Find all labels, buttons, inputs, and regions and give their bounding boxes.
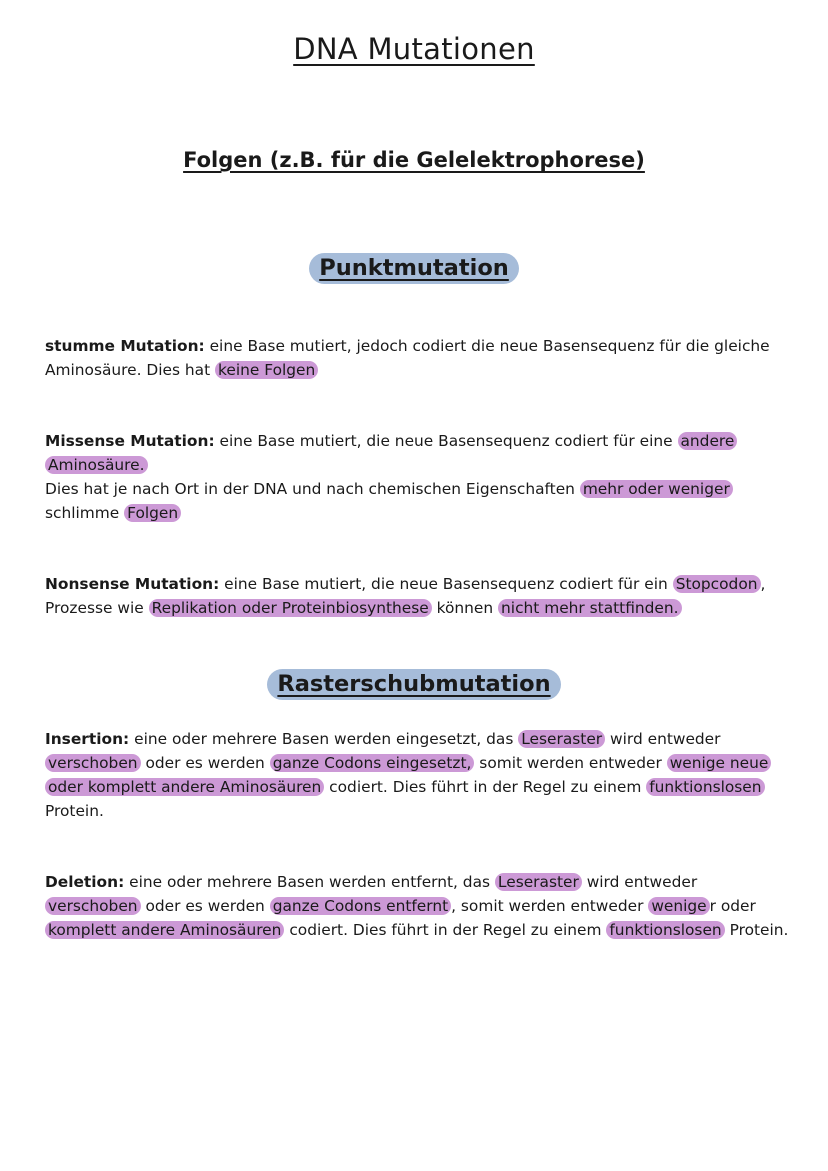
text: eine Base mutiert, die neue Basensequenz codiert für ein	[219, 575, 673, 593]
paragraph-deletion	[45, 870, 790, 942]
highlight-stopcodon: Stopcodon	[673, 575, 761, 593]
highlight-verschoben: verschoben	[45, 897, 141, 915]
term-missense-mutation: Missense Mutation:	[45, 432, 215, 450]
text: codiert. Dies führt in der Regel zu einem	[284, 921, 607, 939]
page-title	[0, 32, 828, 66]
paragraph-nonsense-mutation	[45, 572, 790, 620]
highlight-funktionslosen: funktionslosen	[606, 921, 724, 939]
text: eine Base mutiert, jedoch codiert die neue Basensequenz für die gleiche Aminosäure. Dies hat	[45, 337, 770, 379]
text: wird entweder	[581, 873, 698, 891]
term-nonsense-mutation: Nonsense Mutation:	[45, 575, 220, 593]
term-stumme-mutation: stumme Mutation:	[45, 337, 205, 355]
highlight-wenige: wenige	[648, 897, 709, 915]
highlight-keine-folgen: keine Folgen	[215, 361, 318, 379]
text: eine oder mehrere Basen werden eingesetzt, das	[129, 730, 519, 748]
text: Protein.	[724, 921, 789, 939]
text: Protein.	[45, 802, 104, 820]
highlight-verschoben: verschoben	[45, 754, 141, 772]
text: r oder	[709, 897, 756, 915]
text: schlimme	[45, 504, 125, 522]
paragraph-insertion	[45, 727, 790, 823]
highlight-leseraster: Leseraster	[518, 730, 605, 748]
highlight-komplett-andere-aminosaeuren: komplett andere Aminosäuren	[45, 921, 284, 939]
highlight-ganze-codons-eingesetzt: ganze Codons eingesetzt,	[270, 754, 475, 772]
text: , Prozesse wie	[45, 575, 766, 617]
section-heading-rasterschubmutation-text: Rasterschubmutation	[267, 669, 560, 700]
text: eine Base mutiert, die neue Basensequenz codiert für eine	[214, 432, 678, 450]
page-subtitle-text: Folgen (z.B. für die Gelelektrophorese)	[183, 148, 645, 172]
text: eine oder mehrere Basen werden entfernt, das	[124, 873, 495, 891]
text: wird entweder	[605, 730, 721, 748]
page-subtitle	[0, 148, 828, 172]
section-heading-rasterschubmutation	[0, 669, 828, 700]
text: somit werden entweder	[474, 754, 667, 772]
page-title-text: DNA Mutationen	[293, 32, 535, 66]
text: oder es werden	[140, 754, 270, 772]
highlight-funktionslosen: funktionslosen	[646, 778, 764, 796]
text: Dies hat je nach Ort in der DNA und nach chemischen Eigenschaften	[45, 480, 580, 498]
term-deletion: Deletion:	[45, 873, 125, 891]
highlight-nicht-mehr-stattfinden: nicht mehr stattfinden.	[498, 599, 682, 617]
paragraph-missense-mutation	[45, 429, 790, 525]
highlight-replikation: Replikation oder Proteinbiosynthese	[149, 599, 432, 617]
section-heading-punktmutation-text: Punktmutation	[309, 253, 519, 284]
section-heading-punktmutation	[0, 253, 828, 284]
text: codiert. Dies führt in der Regel zu einem	[324, 778, 647, 796]
paragraph-stumme-mutation	[45, 334, 790, 382]
highlight-ganze-codons-entfernt: ganze Codons entfernt	[270, 897, 451, 915]
highlight-leseraster: Leseraster	[495, 873, 582, 891]
highlight-andere-aminosaeure: andere Aminosäure.	[45, 432, 737, 474]
text: oder es werden	[140, 897, 270, 915]
highlight-mehr-oder-weniger: mehr oder weniger	[580, 480, 733, 498]
text: können	[431, 599, 499, 617]
highlight-wenige-neue-aminosaeuren: wenige neue oder komplett andere Aminosäuren	[45, 754, 771, 796]
term-insertion: Insertion:	[45, 730, 130, 748]
highlight-folgen: Folgen	[124, 504, 181, 522]
text: , somit werden entweder	[451, 897, 649, 915]
